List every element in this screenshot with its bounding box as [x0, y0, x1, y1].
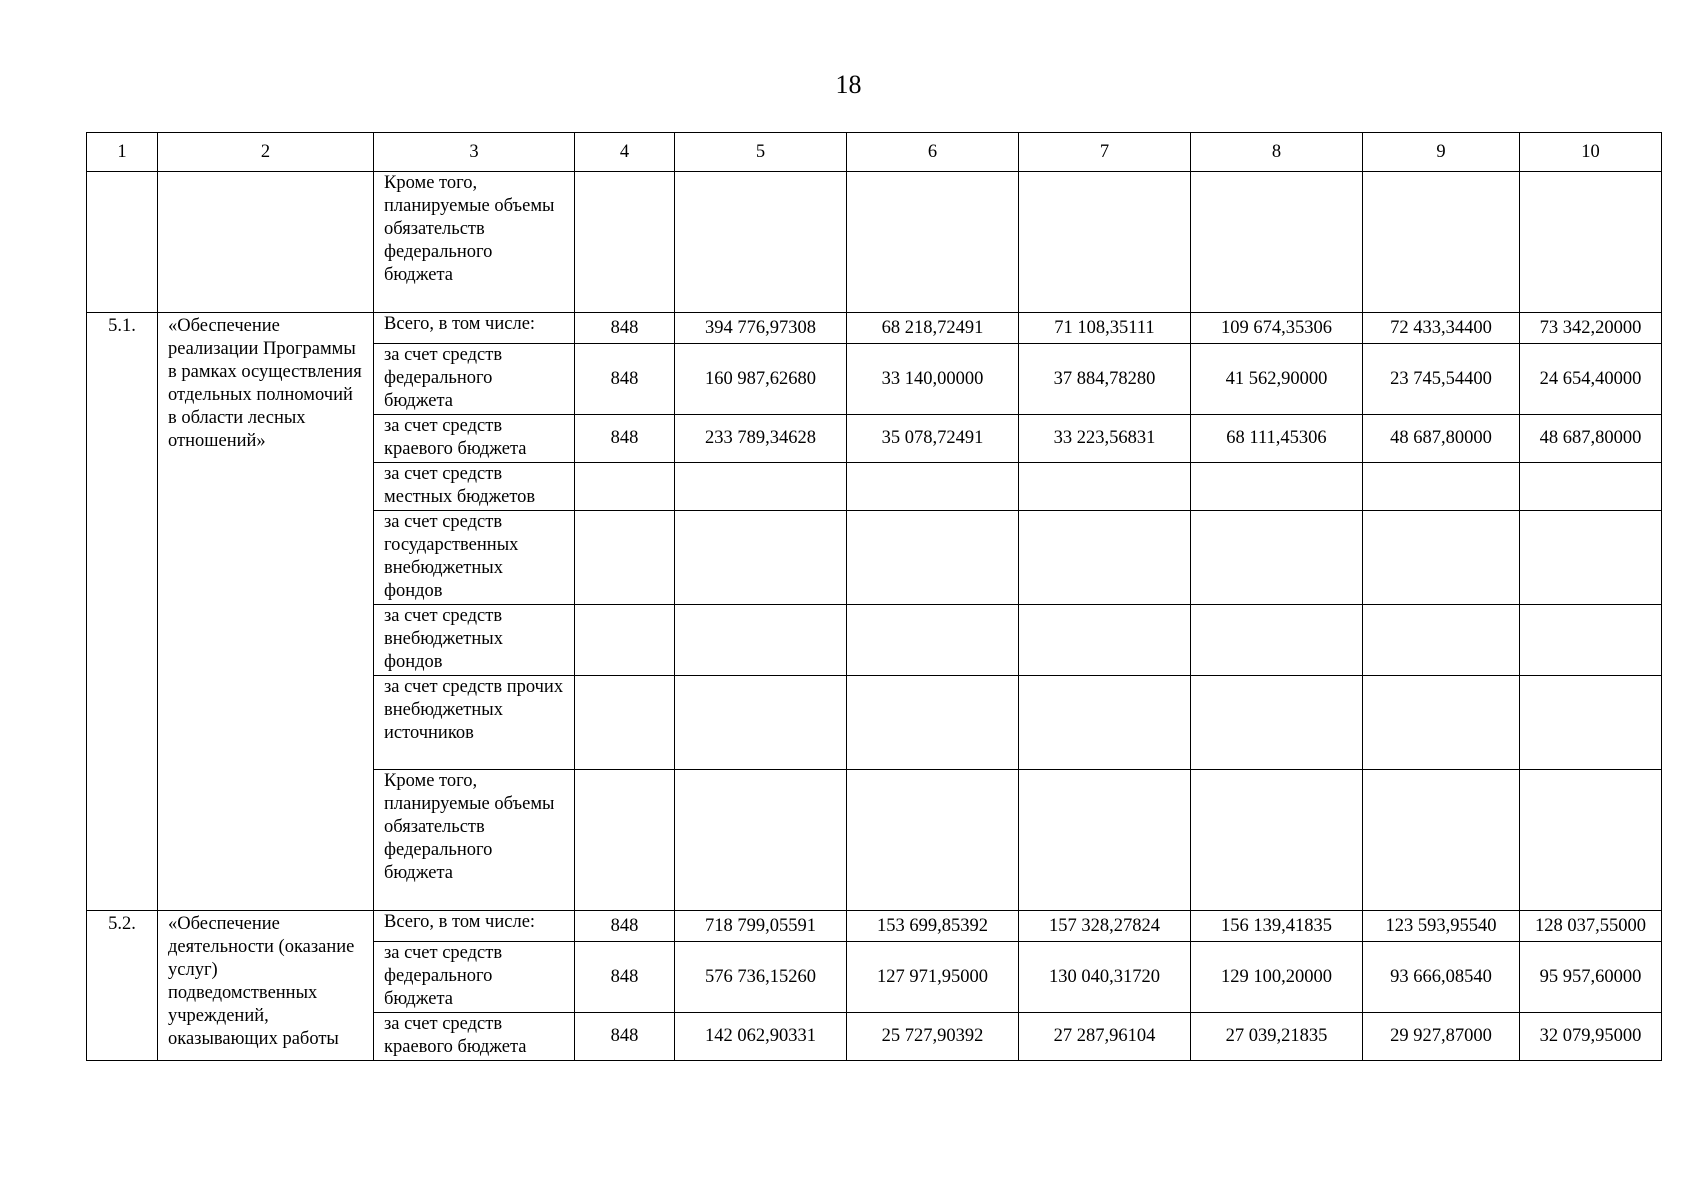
column-header: 8 [1191, 133, 1363, 172]
cell-value [1520, 770, 1662, 911]
cell-value: 848 [575, 1013, 675, 1061]
cell-value [575, 605, 675, 676]
cell-value [847, 172, 1019, 313]
cell-value: 72 433,34400 [1363, 313, 1520, 344]
header-row [87, 133, 1662, 172]
cell-value [575, 511, 675, 605]
cell-value [675, 463, 847, 511]
cell-value: 160 987,62680 [675, 344, 847, 415]
cell-value: 48 687,80000 [1363, 415, 1520, 463]
cell-value: 128 037,55000 [1520, 911, 1662, 942]
cell-value [1019, 172, 1191, 313]
cell-source: за счет средств внебюджетных фондов [374, 605, 575, 676]
cell-value [1520, 511, 1662, 605]
cell-value [1520, 605, 1662, 676]
cell-value [1191, 770, 1363, 911]
cell-value [1019, 676, 1191, 770]
cell-value [1191, 605, 1363, 676]
cell-value: 576 736,15260 [675, 942, 847, 1013]
cell-value: 127 971,95000 [847, 942, 1019, 1013]
cell-value: 25 727,90392 [847, 1013, 1019, 1061]
cell-value [847, 511, 1019, 605]
cell-value: 233 789,34628 [675, 415, 847, 463]
cell-value [575, 676, 675, 770]
cell-value [1363, 172, 1520, 313]
cell-value: 35 078,72491 [847, 415, 1019, 463]
cell-value [575, 463, 675, 511]
cell-value [1191, 676, 1363, 770]
cell-source: за счет средств краевого бюджета [374, 1013, 575, 1061]
cell-value: 41 562,90000 [1191, 344, 1363, 415]
cell-value: 153 699,85392 [847, 911, 1019, 942]
cell-value [1363, 770, 1520, 911]
cell-value: 68 218,72491 [847, 313, 1019, 344]
cell-value [1191, 511, 1363, 605]
cell-value: 848 [575, 313, 675, 344]
cell-value [1363, 463, 1520, 511]
cell-value: 27 039,21835 [1191, 1013, 1363, 1061]
cell-value: 93 666,08540 [1363, 942, 1520, 1013]
cell-value [1019, 463, 1191, 511]
cell-value: 848 [575, 344, 675, 415]
cell-value: 394 776,97308 [675, 313, 847, 344]
cell-value: 156 139,41835 [1191, 911, 1363, 942]
cell-value: 23 745,54400 [1363, 344, 1520, 415]
column-header: 1 [87, 133, 158, 172]
cell-source: Всего, в том числе: [374, 313, 575, 344]
cell-source: за счет средств краевого бюджета [374, 415, 575, 463]
column-header: 2 [158, 133, 374, 172]
column-header: 4 [575, 133, 675, 172]
cell-value: 848 [575, 911, 675, 942]
cell-value [1520, 172, 1662, 313]
cell-value [675, 770, 847, 911]
cell-source: за счет средств государственных внебюджетных фондов [374, 511, 575, 605]
cell-source: Всего, в том числе: [374, 911, 575, 942]
cell-value [675, 172, 847, 313]
cell-value [1363, 676, 1520, 770]
cell-value [1520, 463, 1662, 511]
cell-value [1191, 463, 1363, 511]
budget-table [86, 132, 1662, 1061]
cell-value: 848 [575, 942, 675, 1013]
cell-value: 130 040,31720 [1019, 942, 1191, 1013]
cell-value: 24 654,40000 [1520, 344, 1662, 415]
cell-value [847, 770, 1019, 911]
cell-value: 33 140,00000 [847, 344, 1019, 415]
column-header: 7 [1019, 133, 1191, 172]
cell-name [158, 172, 374, 313]
cell-value [675, 605, 847, 676]
cell-number [87, 172, 158, 313]
cell-value: 718 799,05591 [675, 911, 847, 942]
cell-value [847, 605, 1019, 676]
cell-value [1191, 172, 1363, 313]
cell-name: «Обеспечение реализации Программы в рамках осуществления отдельных полномочий в области лесных отношений» [158, 313, 374, 911]
cell-source: Кроме того, планируемые объемы обязательств федерального бюджета [374, 770, 575, 911]
cell-value: 73 342,20000 [1520, 313, 1662, 344]
table-row [87, 172, 1662, 313]
cell-value [1019, 770, 1191, 911]
cell-value [1019, 511, 1191, 605]
table-row [87, 911, 1662, 942]
page-number: 18 [835, 70, 862, 99]
cell-value [847, 676, 1019, 770]
column-header: 6 [847, 133, 1019, 172]
cell-value [675, 676, 847, 770]
cell-value: 37 884,78280 [1019, 344, 1191, 415]
cell-name: «Обеспечение деятельности (оказание услуг) подведомственных учреждений, оказывающих работы [158, 911, 374, 1061]
cell-source: за счет средств федерального бюджета [374, 344, 575, 415]
cell-value: 109 674,35306 [1191, 313, 1363, 344]
cell-value [675, 511, 847, 605]
cell-value: 71 108,35111 [1019, 313, 1191, 344]
cell-value: 27 287,96104 [1019, 1013, 1191, 1061]
cell-number: 5.2. [87, 911, 158, 1061]
cell-number: 5.1. [87, 313, 158, 911]
column-header: 3 [374, 133, 575, 172]
cell-value [1019, 605, 1191, 676]
cell-value: 157 328,27824 [1019, 911, 1191, 942]
cell-value: 68 111,45306 [1191, 415, 1363, 463]
cell-value: 123 593,95540 [1363, 911, 1520, 942]
cell-source: Кроме того, планируемые объемы обязательств федерального бюджета [374, 172, 575, 313]
cell-value [575, 172, 675, 313]
column-header: 9 [1363, 133, 1520, 172]
column-header: 5 [675, 133, 847, 172]
cell-value [1363, 511, 1520, 605]
cell-value: 142 062,90331 [675, 1013, 847, 1061]
cell-value: 848 [575, 415, 675, 463]
cell-value: 95 957,60000 [1520, 942, 1662, 1013]
cell-value [1363, 605, 1520, 676]
cell-value: 129 100,20000 [1191, 942, 1363, 1013]
cell-source: за счет средств федерального бюджета [374, 942, 575, 1013]
cell-value: 33 223,56831 [1019, 415, 1191, 463]
cell-value: 48 687,80000 [1520, 415, 1662, 463]
table-row [87, 313, 1662, 344]
cell-value [575, 770, 675, 911]
cell-source: за счет средств прочих внебюджетных источников [374, 676, 575, 770]
cell-value [1520, 676, 1662, 770]
cell-value [847, 463, 1019, 511]
cell-value: 29 927,87000 [1363, 1013, 1520, 1061]
cell-source: за счет средств местных бюджетов [374, 463, 575, 511]
cell-value: 32 079,95000 [1520, 1013, 1662, 1061]
column-header: 10 [1520, 133, 1662, 172]
